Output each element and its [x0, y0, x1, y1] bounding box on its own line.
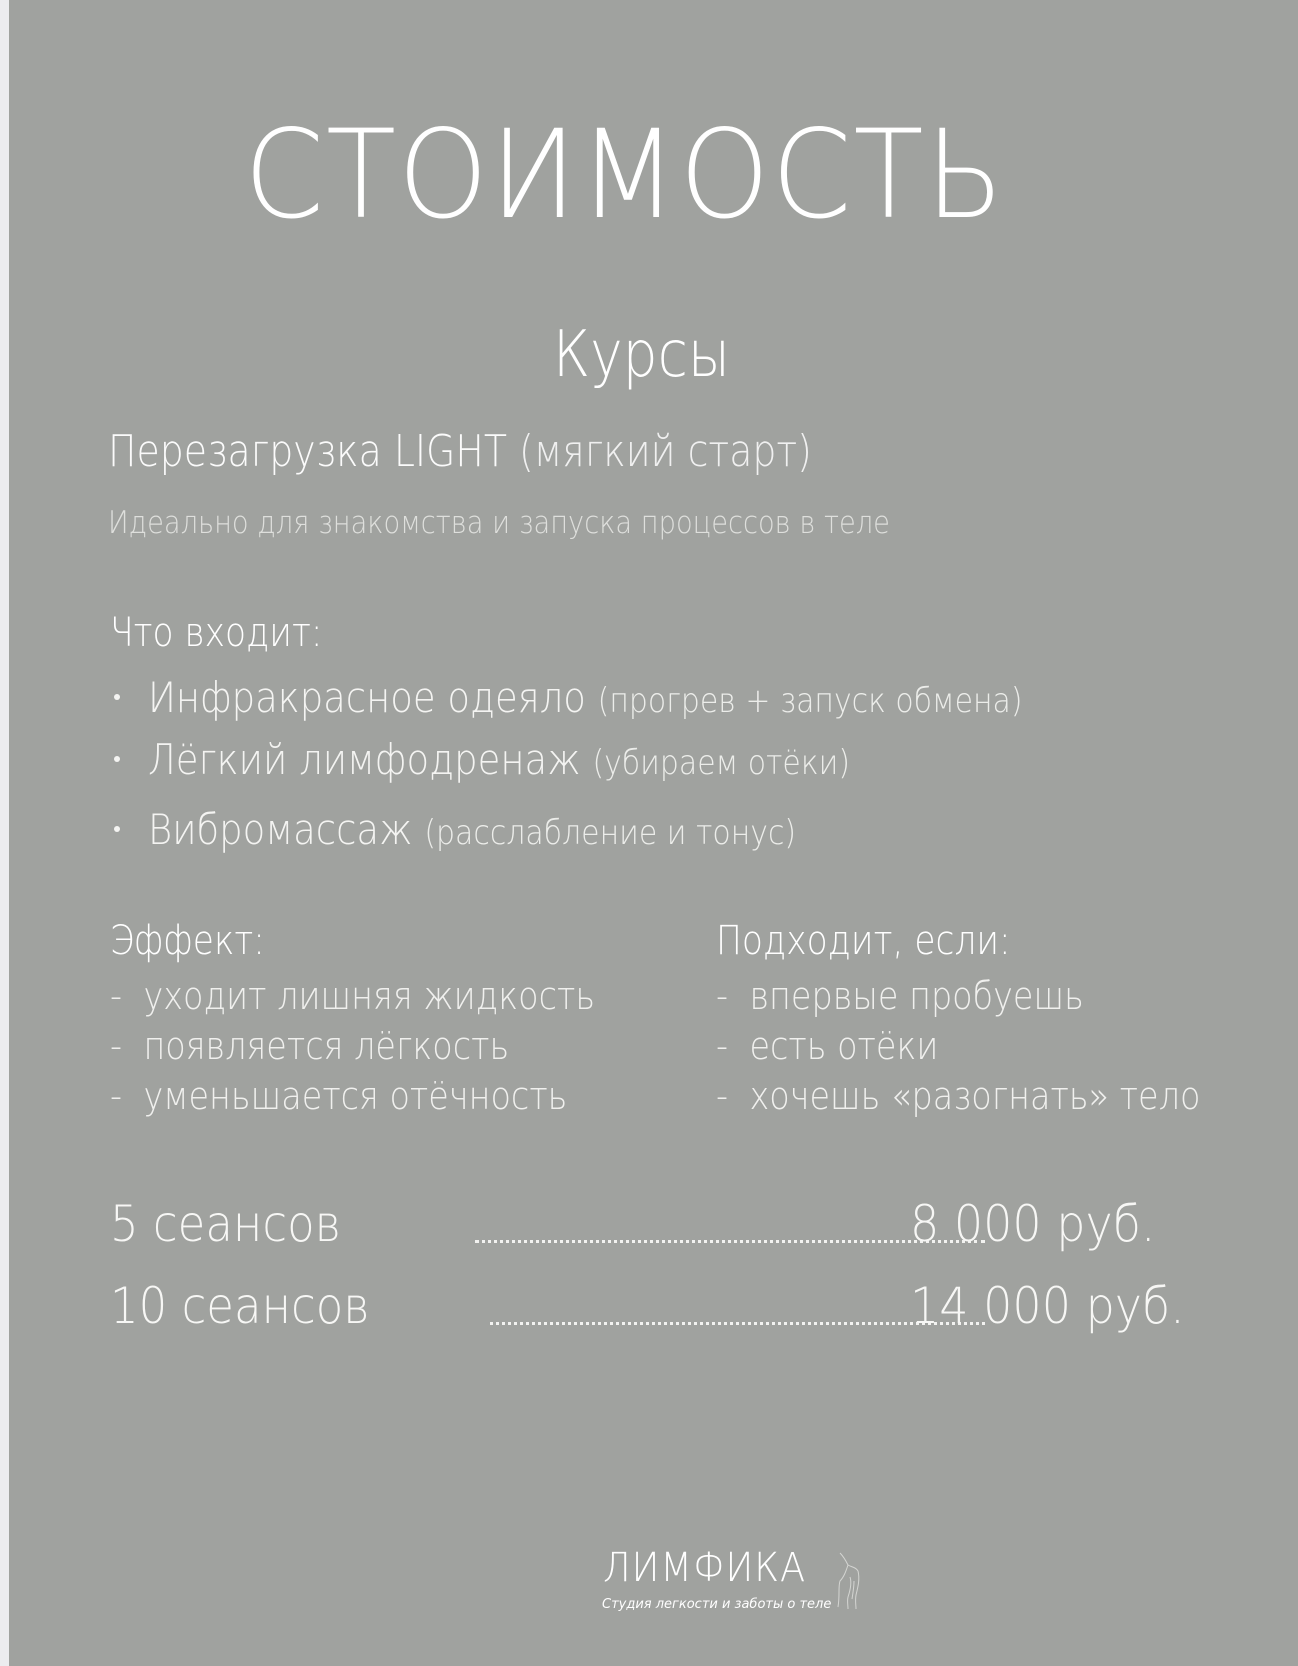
suits-item-text: есть отёки	[749, 1024, 939, 1068]
dash-marker: -	[110, 1024, 123, 1068]
effect-heading: Эффект:	[110, 918, 265, 964]
left-edge-strip	[0, 0, 9, 1666]
includes-item-note: (расслабление и тонус)	[424, 813, 797, 853]
includes-item-main: Инфракрасное одеяло	[148, 673, 586, 722]
includes-item	[110, 804, 885, 859]
includes-item	[110, 672, 1142, 727]
dash-marker: -	[110, 974, 123, 1018]
suits-item-text: впервые пробуешь	[749, 974, 1084, 1018]
price-value: 14 000 руб.	[910, 1277, 1185, 1335]
page-title: СТОИМОСТЬ	[244, 104, 1006, 246]
dotted-leader	[475, 1240, 985, 1243]
effect-item	[110, 1022, 509, 1070]
effect-item	[110, 972, 595, 1020]
dash-marker: -	[716, 1074, 729, 1118]
section-title: Курсы	[553, 318, 730, 392]
suits-heading: Подходит, если:	[716, 918, 1011, 964]
course-subtitle: Идеально для знакомства и запуска процессов в теле	[108, 505, 890, 541]
course-name-text: Перезагрузка LIGHT	[108, 426, 507, 477]
includes-item-note: (прогрев + запуск обмена)	[597, 681, 1023, 721]
price-label: 10 сеансов	[110, 1277, 370, 1335]
brand-logo	[600, 1545, 870, 1620]
includes-item-main: Вибромассаж	[148, 805, 413, 854]
dash-marker: -	[716, 974, 729, 1018]
bullet-icon	[114, 756, 120, 762]
brand-tagline: Студия легкости и заботы о теле	[602, 1597, 832, 1612]
effect-item-text: появляется лёгкость	[143, 1024, 510, 1068]
effect-item-text: уходит лишняя жидкость	[143, 974, 596, 1018]
suits-item	[716, 972, 1084, 1020]
price-value: 8 000 руб.	[910, 1195, 1156, 1253]
dash-marker: -	[110, 1074, 123, 1118]
course-name	[108, 424, 812, 480]
suits-item	[716, 1072, 1200, 1120]
effect-item	[110, 1072, 567, 1120]
course-name-note: (мягкий старт)	[518, 426, 812, 477]
female-silhouette-icon	[834, 1551, 864, 1611]
includes-item-main: Лёгкий лимфодренаж	[148, 735, 581, 784]
suits-item	[716, 1022, 938, 1070]
effect-item-text: уменьшается отёчность	[143, 1074, 568, 1118]
includes-heading: Что входит:	[110, 610, 323, 656]
includes-item	[110, 734, 946, 789]
price-row	[110, 1274, 1200, 1338]
dash-marker: -	[716, 1024, 729, 1068]
price-row	[110, 1192, 1200, 1256]
bullet-icon	[114, 826, 120, 832]
suits-item-text: хочешь «разогнать» тело	[749, 1074, 1201, 1118]
bullet-icon	[114, 694, 120, 700]
includes-item-note: (убираем отёки)	[592, 743, 850, 783]
price-label: 5 сеансов	[110, 1195, 342, 1253]
brand-name: ЛИМФИКА	[603, 1545, 807, 1591]
